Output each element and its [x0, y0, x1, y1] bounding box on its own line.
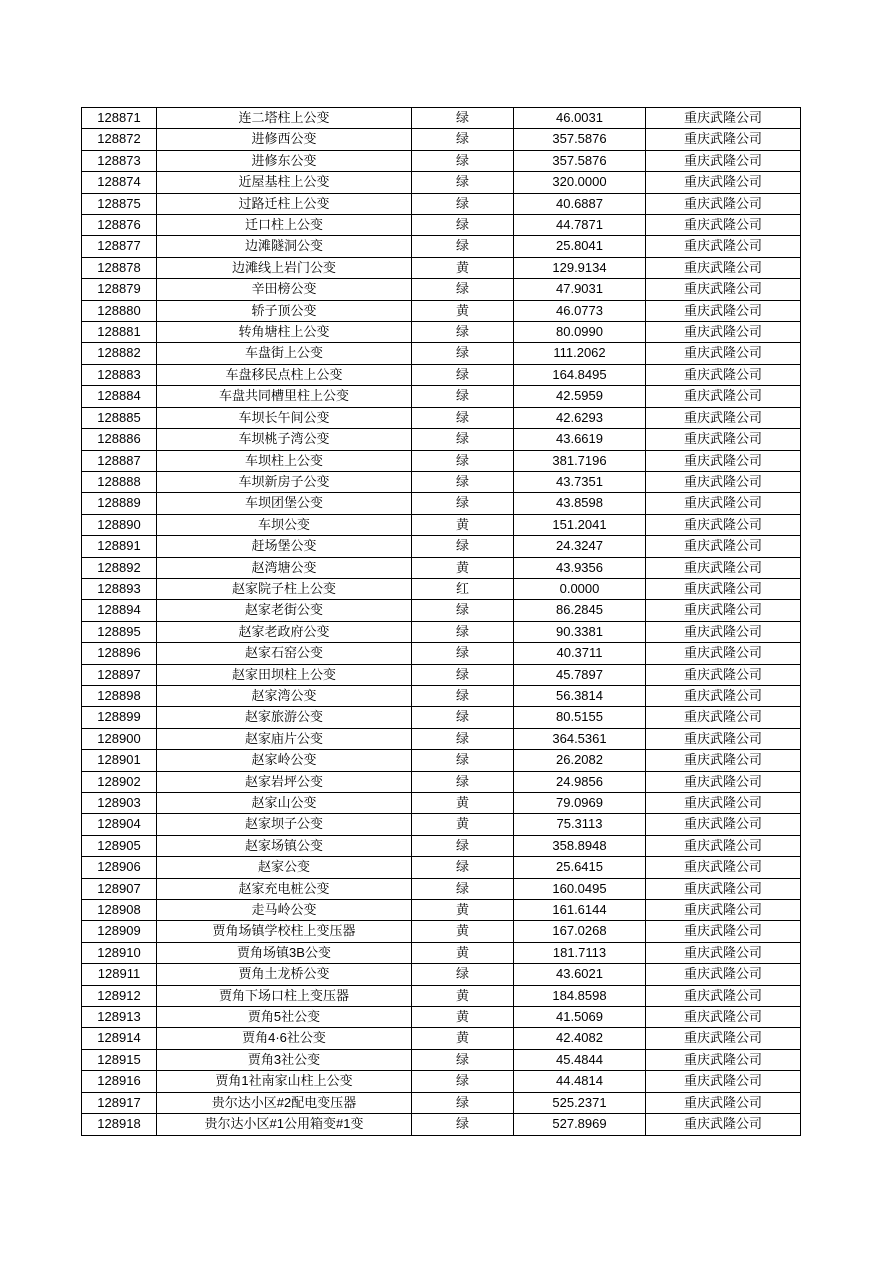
- row-status-cell: 绿: [412, 471, 514, 492]
- row-name-cell: 贵尔达小区#1公用箱变#1变: [157, 1114, 412, 1135]
- row-id-cell: 128879: [82, 279, 157, 300]
- row-id-cell: 128883: [82, 364, 157, 385]
- table-row: [82, 643, 801, 664]
- row-value-cell: 111.2062: [514, 343, 646, 364]
- row-name-cell: 贾角下场口柱上变压器: [157, 985, 412, 1006]
- row-value-cell: 43.9356: [514, 557, 646, 578]
- table-row: [82, 471, 801, 492]
- row-name-cell: 赵家老街公变: [157, 600, 412, 621]
- row-name-cell: 贾角1社南家山柱上公变: [157, 1071, 412, 1092]
- table-row: [82, 557, 801, 578]
- row-status-cell: 绿: [412, 536, 514, 557]
- table-row: [82, 664, 801, 685]
- row-id-cell: 128882: [82, 343, 157, 364]
- row-id-cell: 128885: [82, 407, 157, 428]
- row-status-cell: 绿: [412, 835, 514, 856]
- row-name-cell: 边滩隧洞公变: [157, 236, 412, 257]
- row-company-cell: 重庆武隆公司: [646, 643, 801, 664]
- row-value-cell: 42.4082: [514, 1028, 646, 1049]
- row-status-cell: 绿: [412, 450, 514, 471]
- row-status-cell: 黄: [412, 900, 514, 921]
- row-company-cell: 重庆武隆公司: [646, 600, 801, 621]
- row-name-cell: 车盘街上公变: [157, 343, 412, 364]
- row-status-cell: 绿: [412, 1049, 514, 1070]
- table-row: [82, 985, 801, 1006]
- row-name-cell: 赵家岭公变: [157, 750, 412, 771]
- row-status-cell: 绿: [412, 193, 514, 214]
- row-value-cell: 26.2082: [514, 750, 646, 771]
- row-id-cell: 128912: [82, 985, 157, 1006]
- table-row: [82, 878, 801, 899]
- row-status-cell: 黄: [412, 793, 514, 814]
- table-row: [82, 835, 801, 856]
- row-name-cell: 辛田榜公变: [157, 279, 412, 300]
- table-row: [82, 900, 801, 921]
- row-id-cell: 128908: [82, 900, 157, 921]
- transformer-table: [81, 107, 801, 1136]
- row-company-cell: 重庆武隆公司: [646, 300, 801, 321]
- row-name-cell: 赵家坝子公变: [157, 814, 412, 835]
- row-name-cell: 车坝长午间公变: [157, 407, 412, 428]
- row-id-cell: 128871: [82, 108, 157, 129]
- row-name-cell: 近屋基柱上公变: [157, 172, 412, 193]
- row-company-cell: 重庆武隆公司: [646, 493, 801, 514]
- row-name-cell: 迁口柱上公变: [157, 215, 412, 236]
- row-value-cell: 129.9134: [514, 257, 646, 278]
- table-body: [82, 108, 801, 1136]
- row-value-cell: 357.5876: [514, 150, 646, 171]
- row-name-cell: 走马岭公变: [157, 900, 412, 921]
- table-row: [82, 1071, 801, 1092]
- row-status-cell: 黄: [412, 1028, 514, 1049]
- row-id-cell: 128916: [82, 1071, 157, 1092]
- table-row: [82, 771, 801, 792]
- table-row: [82, 257, 801, 278]
- table-row: [82, 172, 801, 193]
- row-company-cell: 重庆武隆公司: [646, 750, 801, 771]
- row-value-cell: 181.7113: [514, 942, 646, 963]
- row-company-cell: 重庆武隆公司: [646, 707, 801, 728]
- row-value-cell: 25.6415: [514, 857, 646, 878]
- row-status-cell: 绿: [412, 322, 514, 343]
- row-name-cell: 车坝团堡公变: [157, 493, 412, 514]
- row-value-cell: 381.7196: [514, 450, 646, 471]
- row-company-cell: 重庆武隆公司: [646, 728, 801, 749]
- row-status-cell: 绿: [412, 108, 514, 129]
- table-row: [82, 600, 801, 621]
- table-row: [82, 536, 801, 557]
- row-id-cell: 128876: [82, 215, 157, 236]
- row-value-cell: 45.4844: [514, 1049, 646, 1070]
- row-id-cell: 128889: [82, 493, 157, 514]
- row-value-cell: 161.6144: [514, 900, 646, 921]
- row-status-cell: 黄: [412, 814, 514, 835]
- row-company-cell: 重庆武隆公司: [646, 1071, 801, 1092]
- row-company-cell: 重庆武隆公司: [646, 471, 801, 492]
- row-name-cell: 赵湾塘公变: [157, 557, 412, 578]
- row-value-cell: 79.0969: [514, 793, 646, 814]
- row-value-cell: 47.9031: [514, 279, 646, 300]
- table-row: [82, 300, 801, 321]
- row-company-cell: 重庆武隆公司: [646, 900, 801, 921]
- row-name-cell: 贾角场镇3B公变: [157, 942, 412, 963]
- row-company-cell: 重庆武隆公司: [646, 857, 801, 878]
- row-id-cell: 128890: [82, 514, 157, 535]
- table-row: [82, 429, 801, 450]
- row-id-cell: 128884: [82, 386, 157, 407]
- row-name-cell: 进修西公变: [157, 129, 412, 150]
- row-company-cell: 重庆武隆公司: [646, 536, 801, 557]
- row-id-cell: 128900: [82, 728, 157, 749]
- row-id-cell: 128913: [82, 1007, 157, 1028]
- row-name-cell: 赵家田坝柱上公变: [157, 664, 412, 685]
- row-company-cell: 重庆武隆公司: [646, 1114, 801, 1135]
- row-name-cell: 赵家庙片公变: [157, 728, 412, 749]
- row-id-cell: 128903: [82, 793, 157, 814]
- row-status-cell: 绿: [412, 878, 514, 899]
- row-id-cell: 128899: [82, 707, 157, 728]
- table-row: [82, 1114, 801, 1135]
- row-name-cell: 贾角4·6社公变: [157, 1028, 412, 1049]
- row-id-cell: 128886: [82, 429, 157, 450]
- row-id-cell: 128907: [82, 878, 157, 899]
- row-status-cell: 黄: [412, 514, 514, 535]
- table-row: [82, 407, 801, 428]
- table-row: [82, 921, 801, 942]
- row-status-cell: 绿: [412, 407, 514, 428]
- table-row: [82, 750, 801, 771]
- row-company-cell: 重庆武隆公司: [646, 1028, 801, 1049]
- row-value-cell: 80.0990: [514, 322, 646, 343]
- row-name-cell: 转角塘柱上公变: [157, 322, 412, 343]
- row-name-cell: 车坝新房子公变: [157, 471, 412, 492]
- row-value-cell: 90.3381: [514, 621, 646, 642]
- row-value-cell: 45.7897: [514, 664, 646, 685]
- row-value-cell: 75.3113: [514, 814, 646, 835]
- table-row: [82, 150, 801, 171]
- row-id-cell: 128891: [82, 536, 157, 557]
- row-name-cell: 赵家岩坪公变: [157, 771, 412, 792]
- row-company-cell: 重庆武隆公司: [646, 771, 801, 792]
- row-name-cell: 贾角3社公变: [157, 1049, 412, 1070]
- row-status-cell: 黄: [412, 257, 514, 278]
- row-status-cell: 绿: [412, 643, 514, 664]
- row-company-cell: 重庆武隆公司: [646, 172, 801, 193]
- row-company-cell: 重庆武隆公司: [646, 964, 801, 985]
- table-row: [82, 514, 801, 535]
- row-company-cell: 重庆武隆公司: [646, 1049, 801, 1070]
- row-value-cell: 43.7351: [514, 471, 646, 492]
- table-row: [82, 814, 801, 835]
- row-id-cell: 128880: [82, 300, 157, 321]
- row-company-cell: 重庆武隆公司: [646, 942, 801, 963]
- row-name-cell: 车坝公变: [157, 514, 412, 535]
- row-name-cell: 车盘共同槽里柱上公变: [157, 386, 412, 407]
- row-status-cell: 绿: [412, 172, 514, 193]
- row-value-cell: 160.0495: [514, 878, 646, 899]
- row-status-cell: 绿: [412, 129, 514, 150]
- row-company-cell: 重庆武隆公司: [646, 814, 801, 835]
- row-value-cell: 184.8598: [514, 985, 646, 1006]
- table-row: [82, 685, 801, 706]
- row-id-cell: 128901: [82, 750, 157, 771]
- row-id-cell: 128910: [82, 942, 157, 963]
- row-value-cell: 80.5155: [514, 707, 646, 728]
- row-value-cell: 86.2845: [514, 600, 646, 621]
- row-status-cell: 红: [412, 578, 514, 599]
- table-row: [82, 236, 801, 257]
- row-company-cell: 重庆武隆公司: [646, 878, 801, 899]
- row-company-cell: 重庆武隆公司: [646, 578, 801, 599]
- row-name-cell: 轿子顶公变: [157, 300, 412, 321]
- row-value-cell: 24.3247: [514, 536, 646, 557]
- row-company-cell: 重庆武隆公司: [646, 108, 801, 129]
- row-name-cell: 赵家公变: [157, 857, 412, 878]
- row-value-cell: 46.0773: [514, 300, 646, 321]
- row-id-cell: 128881: [82, 322, 157, 343]
- row-status-cell: 绿: [412, 386, 514, 407]
- row-company-cell: 重庆武隆公司: [646, 236, 801, 257]
- row-id-cell: 128888: [82, 471, 157, 492]
- table-row: [82, 129, 801, 150]
- row-id-cell: 128897: [82, 664, 157, 685]
- row-id-cell: 128892: [82, 557, 157, 578]
- row-company-cell: 重庆武隆公司: [646, 257, 801, 278]
- row-value-cell: 40.6887: [514, 193, 646, 214]
- table-row: [82, 964, 801, 985]
- row-name-cell: 赵家场镇公变: [157, 835, 412, 856]
- table-row: [82, 450, 801, 471]
- table-row: [82, 215, 801, 236]
- row-id-cell: 128893: [82, 578, 157, 599]
- row-status-cell: 绿: [412, 771, 514, 792]
- row-value-cell: 364.5361: [514, 728, 646, 749]
- row-company-cell: 重庆武隆公司: [646, 150, 801, 171]
- row-id-cell: 128905: [82, 835, 157, 856]
- row-company-cell: 重庆武隆公司: [646, 386, 801, 407]
- row-value-cell: 357.5876: [514, 129, 646, 150]
- row-name-cell: 进修东公变: [157, 150, 412, 171]
- row-name-cell: 赵家充电桩公变: [157, 878, 412, 899]
- row-company-cell: 重庆武隆公司: [646, 621, 801, 642]
- row-value-cell: 42.5959: [514, 386, 646, 407]
- row-id-cell: 128895: [82, 621, 157, 642]
- row-company-cell: 重庆武隆公司: [646, 1007, 801, 1028]
- row-status-cell: 绿: [412, 1071, 514, 1092]
- row-status-cell: 黄: [412, 300, 514, 321]
- row-id-cell: 128873: [82, 150, 157, 171]
- table-row: [82, 728, 801, 749]
- row-id-cell: 128894: [82, 600, 157, 621]
- row-id-cell: 128874: [82, 172, 157, 193]
- row-company-cell: 重庆武隆公司: [646, 793, 801, 814]
- row-company-cell: 重庆武隆公司: [646, 557, 801, 578]
- row-name-cell: 边滩线上岩门公变: [157, 257, 412, 278]
- row-status-cell: 绿: [412, 857, 514, 878]
- row-name-cell: 贵尔达小区#2配电变压器: [157, 1092, 412, 1113]
- row-company-cell: 重庆武隆公司: [646, 1092, 801, 1113]
- row-value-cell: 43.6619: [514, 429, 646, 450]
- row-value-cell: 43.8598: [514, 493, 646, 514]
- table-row: [82, 1028, 801, 1049]
- row-company-cell: 重庆武隆公司: [646, 279, 801, 300]
- row-value-cell: 42.6293: [514, 407, 646, 428]
- row-company-cell: 重庆武隆公司: [646, 215, 801, 236]
- row-id-cell: 128872: [82, 129, 157, 150]
- row-status-cell: 黄: [412, 921, 514, 942]
- row-status-cell: 绿: [412, 964, 514, 985]
- row-company-cell: 重庆武隆公司: [646, 514, 801, 535]
- row-company-cell: 重庆武隆公司: [646, 129, 801, 150]
- row-company-cell: 重庆武隆公司: [646, 985, 801, 1006]
- row-company-cell: 重庆武隆公司: [646, 429, 801, 450]
- row-id-cell: 128896: [82, 643, 157, 664]
- table-row: [82, 386, 801, 407]
- row-status-cell: 绿: [412, 621, 514, 642]
- table-row: [82, 621, 801, 642]
- row-id-cell: 128909: [82, 921, 157, 942]
- row-id-cell: 128915: [82, 1049, 157, 1070]
- row-status-cell: 绿: [412, 1092, 514, 1113]
- row-company-cell: 重庆武隆公司: [646, 450, 801, 471]
- row-id-cell: 128875: [82, 193, 157, 214]
- row-company-cell: 重庆武隆公司: [646, 322, 801, 343]
- row-status-cell: 绿: [412, 750, 514, 771]
- row-name-cell: 赵家老政府公变: [157, 621, 412, 642]
- row-name-cell: 赶场堡公变: [157, 536, 412, 557]
- row-value-cell: 24.9856: [514, 771, 646, 792]
- row-value-cell: 40.3711: [514, 643, 646, 664]
- row-status-cell: 绿: [412, 664, 514, 685]
- table-row: [82, 707, 801, 728]
- row-value-cell: 41.5069: [514, 1007, 646, 1028]
- row-name-cell: 赵家湾公变: [157, 685, 412, 706]
- row-value-cell: 164.8495: [514, 364, 646, 385]
- row-name-cell: 贾角土龙桥公变: [157, 964, 412, 985]
- table-row: [82, 343, 801, 364]
- row-name-cell: 贾角5社公变: [157, 1007, 412, 1028]
- table-row: [82, 857, 801, 878]
- row-status-cell: 黄: [412, 557, 514, 578]
- row-status-cell: 绿: [412, 279, 514, 300]
- table-row: [82, 193, 801, 214]
- row-status-cell: 绿: [412, 707, 514, 728]
- table-row: [82, 322, 801, 343]
- row-status-cell: 绿: [412, 429, 514, 450]
- row-id-cell: 128902: [82, 771, 157, 792]
- row-value-cell: 320.0000: [514, 172, 646, 193]
- row-value-cell: 56.3814: [514, 685, 646, 706]
- row-value-cell: 44.4814: [514, 1071, 646, 1092]
- row-status-cell: 绿: [412, 1114, 514, 1135]
- table-row: [82, 279, 801, 300]
- table-row: [82, 1092, 801, 1113]
- row-status-cell: 绿: [412, 728, 514, 749]
- row-company-cell: 重庆武隆公司: [646, 407, 801, 428]
- table-row: [82, 108, 801, 129]
- table-row: [82, 578, 801, 599]
- row-company-cell: 重庆武隆公司: [646, 685, 801, 706]
- row-company-cell: 重庆武隆公司: [646, 921, 801, 942]
- table-row: [82, 364, 801, 385]
- row-name-cell: 赵家院子柱上公变: [157, 578, 412, 599]
- row-id-cell: 128878: [82, 257, 157, 278]
- row-id-cell: 128906: [82, 857, 157, 878]
- row-id-cell: 128877: [82, 236, 157, 257]
- row-value-cell: 44.7871: [514, 215, 646, 236]
- row-company-cell: 重庆武隆公司: [646, 835, 801, 856]
- table-row: [82, 1049, 801, 1070]
- row-name-cell: 赵家石窑公变: [157, 643, 412, 664]
- row-value-cell: 358.8948: [514, 835, 646, 856]
- row-company-cell: 重庆武隆公司: [646, 664, 801, 685]
- row-name-cell: 过路迁柱上公变: [157, 193, 412, 214]
- row-status-cell: 黄: [412, 1007, 514, 1028]
- row-id-cell: 128898: [82, 685, 157, 706]
- row-status-cell: 黄: [412, 942, 514, 963]
- row-name-cell: 赵家旅游公变: [157, 707, 412, 728]
- row-value-cell: 43.6021: [514, 964, 646, 985]
- row-status-cell: 绿: [412, 150, 514, 171]
- row-value-cell: 167.0268: [514, 921, 646, 942]
- row-status-cell: 绿: [412, 600, 514, 621]
- row-company-cell: 重庆武隆公司: [646, 193, 801, 214]
- row-status-cell: 黄: [412, 985, 514, 1006]
- row-status-cell: 绿: [412, 236, 514, 257]
- row-company-cell: 重庆武隆公司: [646, 364, 801, 385]
- row-value-cell: 527.8969: [514, 1114, 646, 1135]
- row-name-cell: 连二塔柱上公变: [157, 108, 412, 129]
- table-row: [82, 493, 801, 514]
- row-name-cell: 车坝桃子湾公变: [157, 429, 412, 450]
- row-id-cell: 128911: [82, 964, 157, 985]
- row-value-cell: 151.2041: [514, 514, 646, 535]
- row-id-cell: 128914: [82, 1028, 157, 1049]
- row-status-cell: 绿: [412, 685, 514, 706]
- table-row: [82, 942, 801, 963]
- row-name-cell: 车盘移民点柱上公变: [157, 364, 412, 385]
- row-id-cell: 128917: [82, 1092, 157, 1113]
- table-row: [82, 1007, 801, 1028]
- row-id-cell: 128887: [82, 450, 157, 471]
- row-value-cell: 0.0000: [514, 578, 646, 599]
- row-value-cell: 525.2371: [514, 1092, 646, 1113]
- table-row: [82, 793, 801, 814]
- row-value-cell: 46.0031: [514, 108, 646, 129]
- row-name-cell: 车坝柱上公变: [157, 450, 412, 471]
- row-id-cell: 128918: [82, 1114, 157, 1135]
- row-name-cell: 赵家山公变: [157, 793, 412, 814]
- row-name-cell: 贾角场镇学校柱上变压器: [157, 921, 412, 942]
- row-company-cell: 重庆武隆公司: [646, 343, 801, 364]
- row-status-cell: 绿: [412, 364, 514, 385]
- row-value-cell: 25.8041: [514, 236, 646, 257]
- row-id-cell: 128904: [82, 814, 157, 835]
- row-status-cell: 绿: [412, 343, 514, 364]
- row-status-cell: 绿: [412, 493, 514, 514]
- row-status-cell: 绿: [412, 215, 514, 236]
